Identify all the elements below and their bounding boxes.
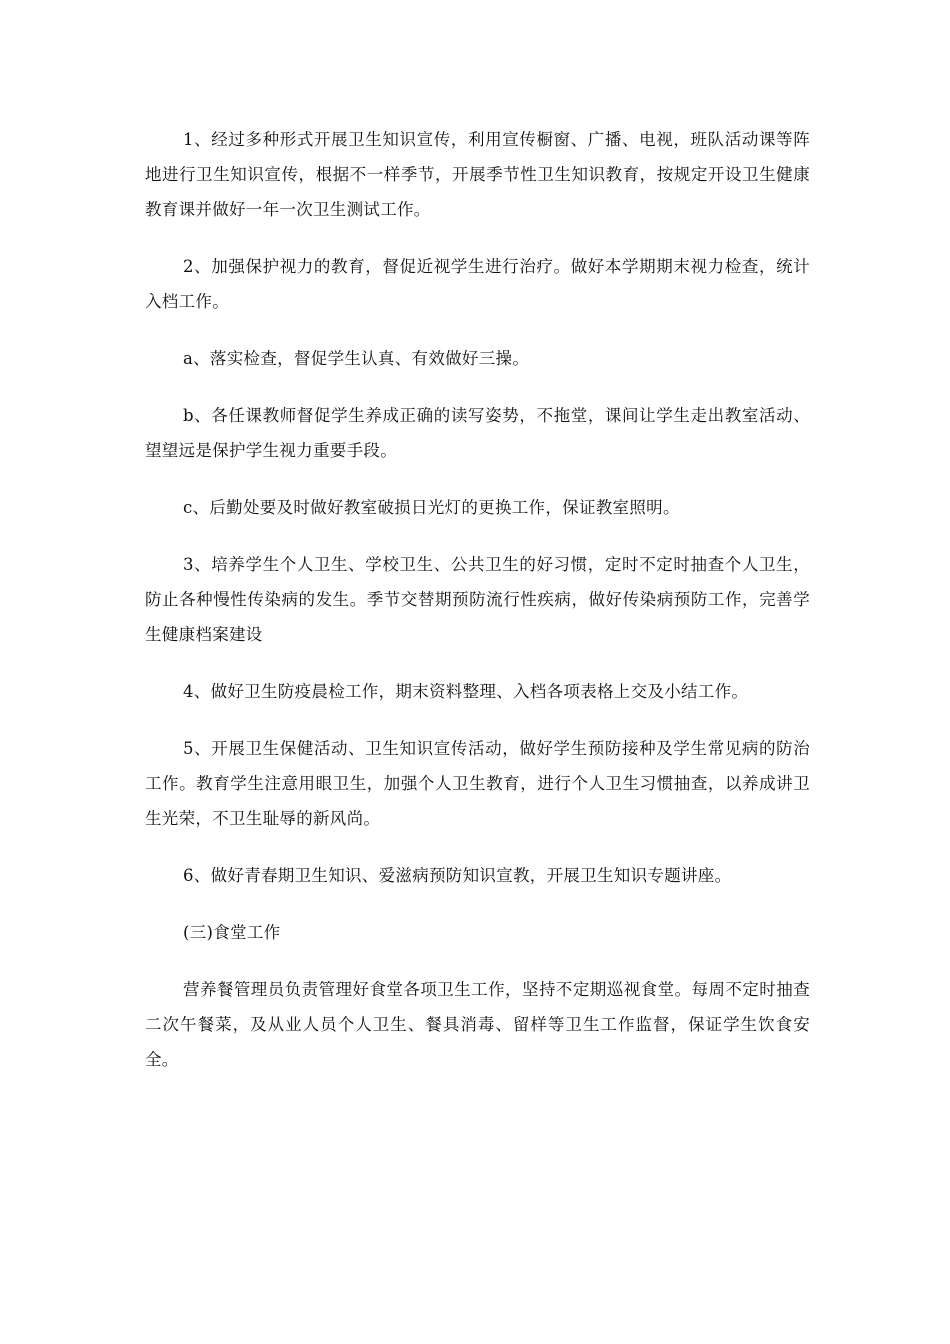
paragraph-personal-hygiene: 3、培养学生个人卫生、学校卫生、公共卫生的好习惯，定时不定时抽查个人卫生，防止各种慢性传染病的发生。季节交替期预防流行性疾病，做好传染病预防工作，完善学生健康档案建设: [145, 555, 810, 644]
paragraph-adolescent-health: 6、做好青春期卫生知识、爱滋病预防知识宣教，开展卫生知识专题讲座。: [183, 866, 732, 885]
paragraph-canteen-management: 营养餐管理员负责管理好食堂各项卫生工作，坚持不定期巡视食堂。每周不定时抽查二次午餐菜，及从业人员个人卫生、餐具消毒、留样等卫生工作监督，保证学生饮食安全。: [145, 980, 810, 1069]
paragraph-morning-check: 4、做好卫生防疫晨检工作，期末资料整理、入档各项表格上交及小结工作。: [183, 682, 749, 701]
section-heading-canteen: (三)食堂工作: [183, 923, 281, 942]
paragraph-vision-protection: 2、加强保护视力的教育，督促近视学生进行治疗。做好本学期期末视力检查，统计入档工作。: [145, 257, 810, 311]
paragraph-item-c: c、后勤处要及时做好教室破损日光灯的更换工作，保证教室照明。: [183, 498, 680, 517]
paragraph-item-b: b、各任课教师督促学生养成正确的读写姿势，不拖堂，课间让学生走出教室活动、望望远是保护学生视力重要手段。: [145, 406, 810, 460]
paragraph-item-a: a、落实检查，督促学生认真、有效做好三操。: [183, 349, 530, 368]
paragraph-hygiene-publicity: 1、经过多种形式开展卫生知识宣传，利用宣传橱窗、广播、电视，班队活动课等阵地进行卫生知识宣传，根据不一样季节，开展季节性卫生知识教育，按规定开设卫生健康教育课并做好一年一次卫生测试工作。: [145, 130, 810, 219]
document-body: [145, 122, 810, 1099]
paragraph-health-activities: 5、开展卫生保健活动、卫生知识宣传活动，做好学生预防接种及学生常见病的防治工作。教育学生注意用眼卫生，加强个人卫生教育，进行个人卫生习惯抽查，以养成讲卫生光荣，不卫生耻辱的新风尚。: [145, 739, 810, 828]
